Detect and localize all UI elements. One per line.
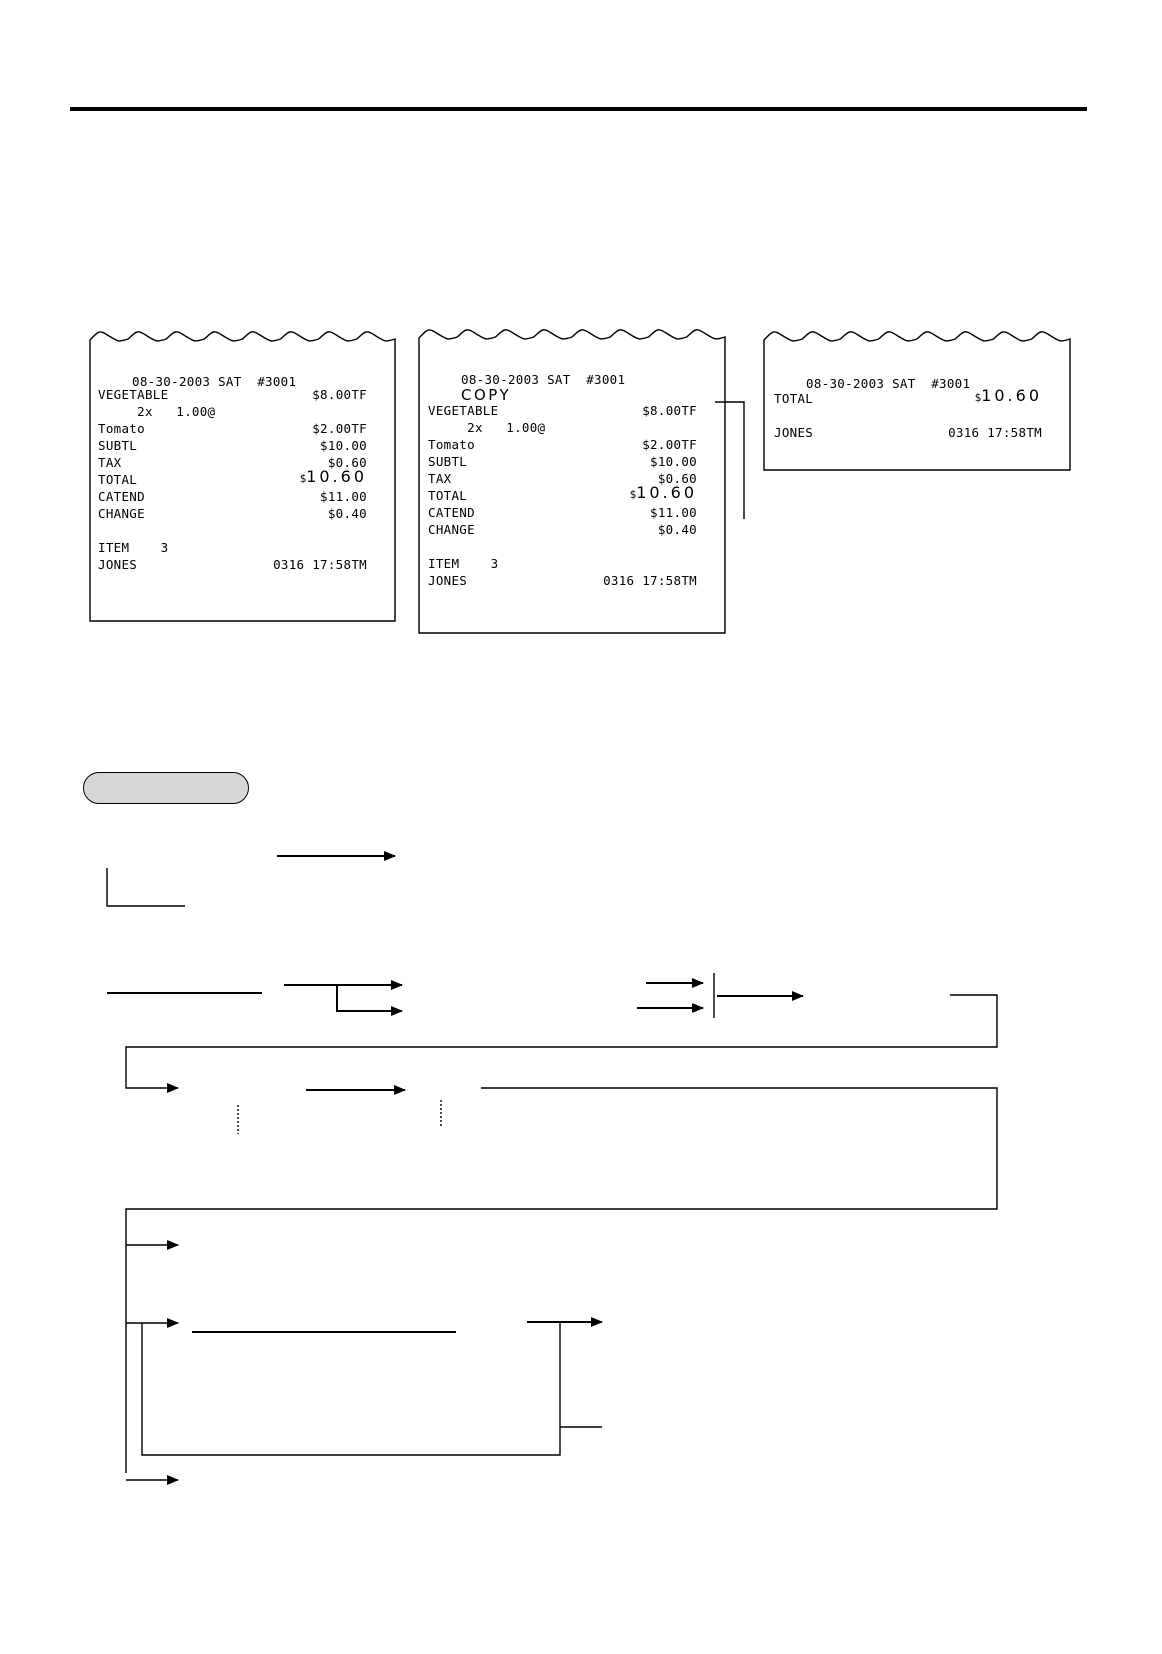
receipt-line-label: TOTAL xyxy=(774,391,814,406)
receipt-line-label: VEGETABLE xyxy=(428,403,499,418)
receipt-line-label: CATEND xyxy=(428,505,475,520)
receipt-line-value: $2.00TF xyxy=(312,421,367,436)
receipt-line-value: 0316 17:58TM xyxy=(273,557,367,572)
receipt-line-value: 0316 17:58TM xyxy=(948,425,1042,440)
receipt-line-value: $11.00 xyxy=(650,505,697,520)
receipt-header: 08-30-2003 SAT #3001 xyxy=(132,374,297,389)
receipt-line-label: ITEM 3 xyxy=(428,556,499,571)
receipt-line-label: SUBTL xyxy=(428,454,468,469)
receipt-line-label: TAX xyxy=(98,455,122,470)
flow-return xyxy=(126,995,997,1088)
receipt-line-label: TOTAL xyxy=(428,488,468,503)
receipt-line-value: $0.60 xyxy=(327,455,367,470)
receipt-line-label: 2x 1.00@ xyxy=(428,420,546,435)
copy-label: COPY xyxy=(461,386,512,404)
receipt-line-value: $8.00TF xyxy=(312,387,367,402)
receipt-line-label: TAX xyxy=(428,471,452,486)
total-amount: 10.60 xyxy=(981,386,1042,405)
receipt-line-label: CHANGE xyxy=(428,522,475,537)
receipt-line-label: SUBTL xyxy=(98,438,138,453)
total-amount: 10.60 xyxy=(306,467,367,486)
flow-return xyxy=(126,1088,997,1473)
receipt-line-value: $0.40 xyxy=(657,522,697,537)
currency-symbol: $ xyxy=(299,472,307,485)
receipt-line-value: $0.60 xyxy=(657,471,697,486)
receipt-line-value: $0.40 xyxy=(327,506,367,521)
receipt-line-label: Tomato xyxy=(428,437,475,452)
receipt-line-label: JONES xyxy=(774,425,814,440)
receipt-line-label: CATEND xyxy=(98,489,145,504)
receipt-line-label: JONES xyxy=(428,573,468,588)
receipt-line-label: ITEM 3 xyxy=(98,540,169,555)
receipt-line-value: $11.00 xyxy=(320,489,367,504)
receipt-line-label: 2x 1.00@ xyxy=(98,404,216,419)
receipt-line-label: VEGETABLE xyxy=(98,387,169,402)
receipt-header: 08-30-2003 SAT #3001 xyxy=(461,372,626,387)
receipt-line-value: $10.00 xyxy=(320,438,367,453)
receipt-line-label: Tomato xyxy=(98,421,145,436)
currency-symbol: $ xyxy=(974,391,982,404)
currency-symbol: $ xyxy=(629,488,637,501)
receipt-line-value: 0316 17:58TM xyxy=(603,573,697,588)
receipt-line-label: CHANGE xyxy=(98,506,145,521)
flow-connector xyxy=(107,868,185,906)
receipt-line-label: TOTAL xyxy=(98,472,138,487)
receipt-line-value: $2.00TF xyxy=(642,437,697,452)
copy-callout-line xyxy=(715,402,744,519)
flow-loop xyxy=(142,1322,560,1455)
flow-branch xyxy=(337,985,402,1011)
receipt-header: 08-30-2003 SAT #3001 xyxy=(806,376,971,391)
total-amount: 10.60 xyxy=(636,483,697,502)
receipt-line-label: JONES xyxy=(98,557,138,572)
receipt-line-value: $8.00TF xyxy=(642,403,697,418)
receipt-line-value: $10.00 xyxy=(650,454,697,469)
